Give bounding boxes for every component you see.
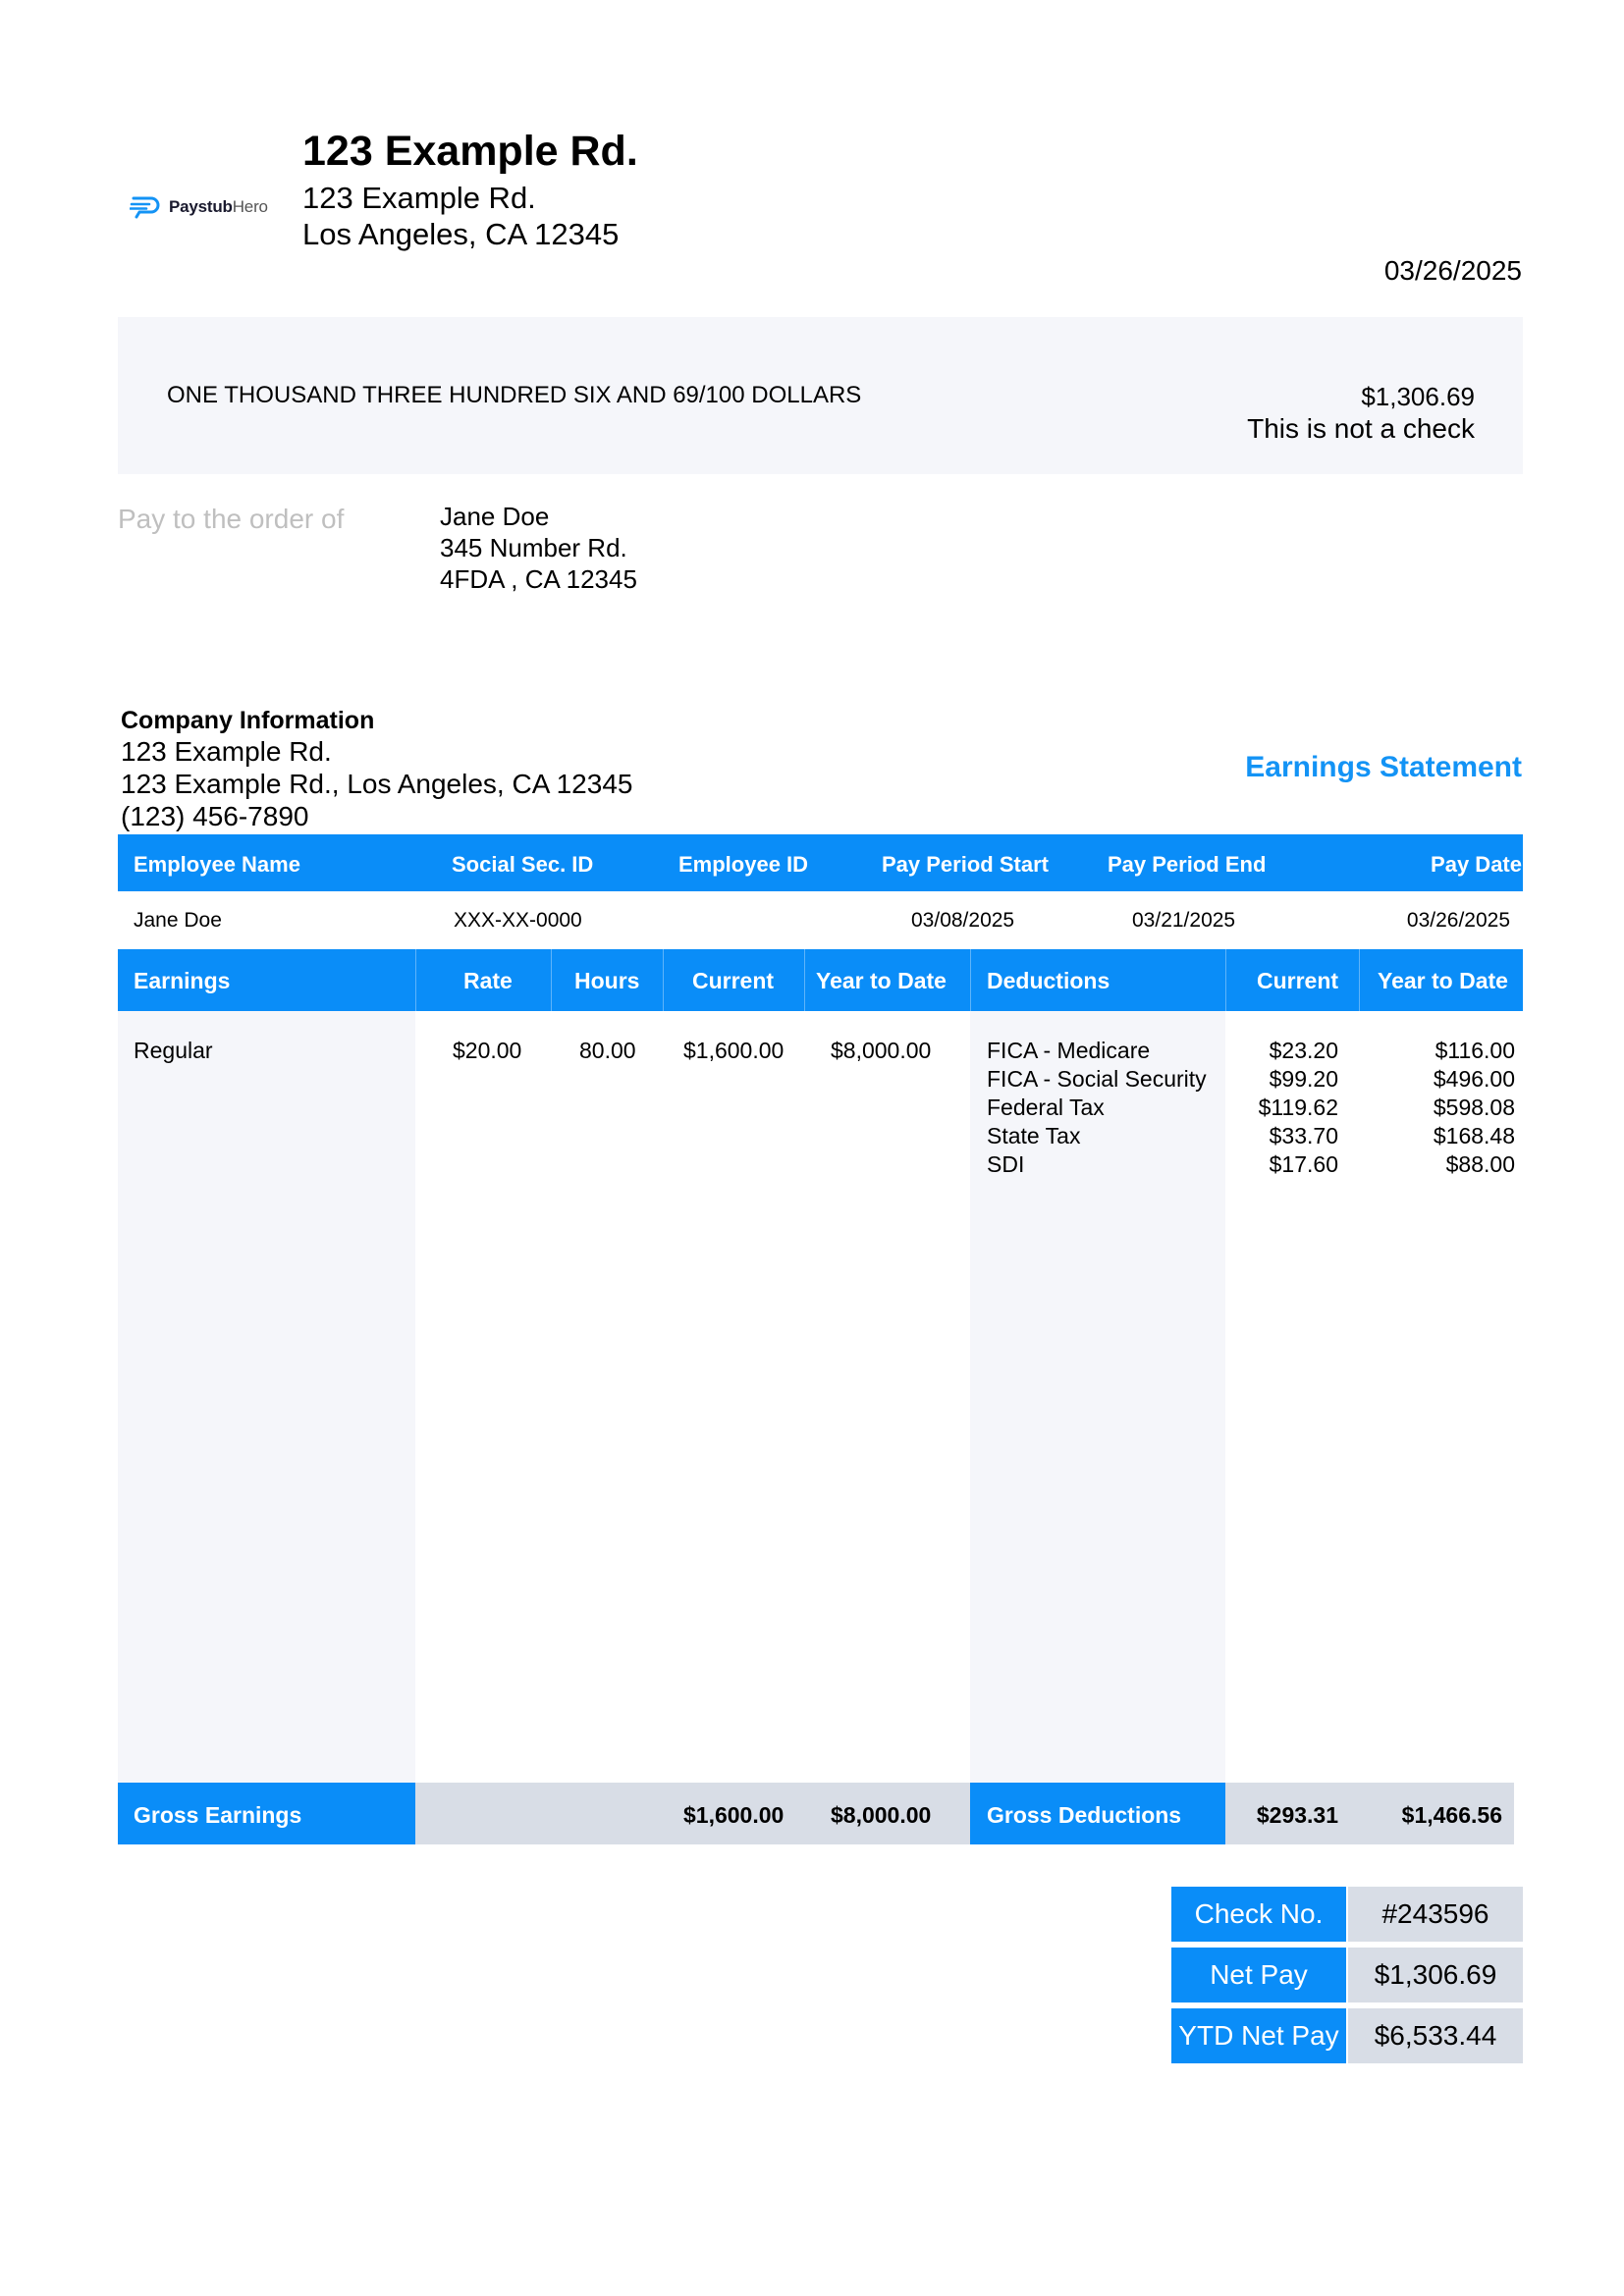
deduction-row-ytd: $88.00 — [1445, 1151, 1515, 1177]
earnings-statement-title: Earnings Statement — [1245, 751, 1522, 783]
header-ssn: Social Sec. ID — [452, 852, 594, 877]
header-deductions-ytd: Year to Date — [1378, 968, 1508, 993]
column-divider — [804, 949, 805, 1011]
company-address-line2: Los Angeles, CA 12345 — [302, 217, 620, 251]
info-table-header — [118, 834, 1523, 891]
header-employee-name: Employee Name — [134, 852, 300, 877]
deduction-row-label: FICA - Social Security — [987, 1066, 1207, 1092]
amount-in-words: ONE THOUSAND THREE HUNDRED SIX AND 69/100 DOLLARS — [167, 382, 862, 408]
logo-text — [169, 197, 268, 217]
gross-deductions-label: Gross Deductions — [987, 1802, 1182, 1828]
value-period-end: 03/21/2025 — [1132, 909, 1236, 932]
deduction-row-label: Federal Tax — [987, 1095, 1105, 1120]
deduction-row-ytd: $168.48 — [1433, 1123, 1515, 1148]
deduction-row-current: $33.70 — [1269, 1123, 1338, 1148]
gross-deductions-ytd: $1,466.56 — [1401, 1802, 1502, 1828]
check-number-value: #243596 — [1348, 1887, 1523, 1942]
deduction-row-ytd: $598.08 — [1433, 1095, 1515, 1120]
not-a-check-notice: This is not a check — [1247, 413, 1475, 444]
company-info-heading: Company Information — [121, 707, 375, 734]
header-employee-id: Employee ID — [678, 852, 809, 877]
logo — [130, 192, 277, 222]
header-earnings-current: Current — [692, 968, 775, 993]
company-info-phone: (123) 456-7890 — [121, 801, 309, 831]
paystubhero-logo-icon — [130, 194, 163, 220]
header-period-start: Pay Period Start — [882, 852, 1049, 877]
value-pay-date: 03/26/2025 — [1406, 909, 1510, 932]
net-pay-value: $1,306.69 — [1348, 1948, 1523, 2002]
deduction-row-current: $99.20 — [1269, 1066, 1338, 1092]
company-title: 123 Example Rd. — [302, 128, 638, 175]
header-pay-date: Pay Date — [1431, 852, 1522, 877]
deduction-row-label: FICA - Medicare — [987, 1038, 1151, 1063]
deduction-row-current: $17.60 — [1269, 1151, 1338, 1177]
earnings-row-rate: $20.00 — [453, 1038, 522, 1063]
deduction-row-ytd: $496.00 — [1433, 1066, 1515, 1092]
deduction-row-ytd: $116.00 — [1435, 1038, 1515, 1063]
header-deductions-current: Current — [1257, 968, 1339, 993]
earnings-row-ytd: $8,000.00 — [831, 1038, 932, 1063]
deduction-row-current: $119.62 — [1258, 1095, 1338, 1120]
earnings-row-hours: 80.00 — [579, 1038, 636, 1063]
gross-earnings-ytd: $8,000.00 — [831, 1802, 932, 1828]
header-period-end: Pay Period End — [1108, 852, 1267, 877]
column-divider — [415, 949, 416, 1011]
column-divider — [1359, 949, 1360, 1011]
logo-text-light: Hero — [232, 197, 268, 216]
ytd-net-pay-value: $6,533.44 — [1348, 2008, 1523, 2063]
deduction-row-label: State Tax — [987, 1123, 1081, 1148]
header-earnings: Earnings — [134, 968, 231, 993]
column-divider — [1225, 949, 1226, 1011]
check-amount: $1,306.69 — [1361, 382, 1475, 411]
column-divider — [551, 949, 552, 1011]
gross-deductions-current: $293.31 — [1256, 1802, 1338, 1828]
pay-to-order-label: Pay to the order of — [118, 504, 345, 534]
ytd-net-pay-label: YTD Net Pay — [1171, 2008, 1346, 2063]
earnings-row-label: Regular — [134, 1038, 213, 1063]
gross-earnings-current: $1,600.00 — [683, 1802, 785, 1828]
header-earnings-ytd: Year to Date — [816, 968, 947, 993]
value-employee-name: Jane Doe — [134, 909, 222, 932]
column-divider — [663, 949, 664, 1011]
payee-address1: 345 Number Rd. — [440, 533, 627, 562]
header-hours: Hours — [574, 968, 640, 993]
gross-earnings-label: Gross Earnings — [134, 1802, 302, 1828]
document-date: 03/26/2025 — [1383, 255, 1522, 286]
column-divider — [970, 949, 971, 1011]
payee-name: Jane Doe — [440, 502, 550, 531]
header-rate: Rate — [463, 968, 513, 993]
value-period-start: 03/08/2025 — [911, 909, 1015, 932]
deduction-row-current: $23.20 — [1269, 1038, 1338, 1063]
earnings-row-current: $1,600.00 — [683, 1038, 785, 1063]
check-number-label: Check No. — [1171, 1887, 1346, 1942]
value-ssn: XXX-XX-0000 — [454, 909, 582, 932]
net-pay-label: Net Pay — [1171, 1948, 1346, 2002]
logo-text-bold: Paystub — [169, 197, 233, 216]
company-info-address: 123 Example Rd., Los Angeles, CA 12345 — [121, 769, 633, 799]
earnings-label-column — [118, 1011, 415, 1783]
company-info-name: 123 Example Rd. — [121, 736, 332, 767]
company-address-line1: 123 Example Rd. — [302, 181, 536, 215]
header-deductions: Deductions — [987, 968, 1110, 993]
deduction-row-label: SDI — [987, 1151, 1025, 1177]
payee-address2: 4FDA , CA 12345 — [440, 564, 637, 594]
